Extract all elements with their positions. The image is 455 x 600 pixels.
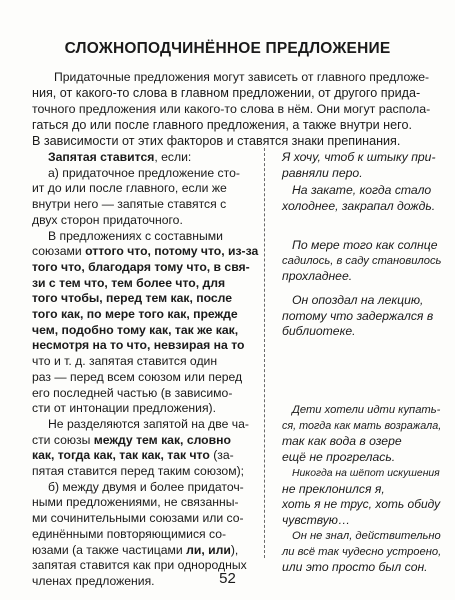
conjunction-list: оттого что, потому что, из-за: [81, 244, 259, 259]
conjunction-list: между тем как, словно: [93, 432, 231, 447]
rule-p2-line: [32, 244, 260, 260]
example-line: Никогда на шёпот искушения: [292, 468, 440, 479]
example-6: [282, 466, 442, 529]
example-line: или это просто был сон.: [282, 560, 428, 575]
rule-b-line: запятая ставится как при однородных: [32, 558, 247, 573]
example-line: чувствую…: [282, 513, 351, 528]
example-line: хоть я не трус, хоть обиду: [282, 497, 441, 512]
rule-p2-word: союзами: [32, 244, 82, 259]
example-line: прохладнее.: [282, 269, 353, 284]
conjunction-list: зи с тем что, тем более что, для: [32, 275, 226, 290]
rule-b-line: б) между двумя и более придаточ-: [48, 479, 244, 494]
rule-heading-rest: , если:: [154, 150, 192, 164]
conjunction-list: того что, благодаря тому что, в свя-: [32, 259, 250, 274]
example-line: Он опоздал на лекцию,: [292, 293, 424, 307]
rule-p3-line: Не разделяются запятой на две ча-: [48, 416, 249, 431]
rule-b-line: единёнными повторяющимися со-: [32, 526, 227, 541]
example-5: [282, 403, 442, 466]
conjunction-list: того чтобы, перед тем как, после: [32, 291, 233, 306]
rule-a-line: ит до или после главного, если же: [32, 181, 227, 196]
rule-p3-line: [32, 448, 260, 464]
example-3: [282, 238, 442, 285]
conjunction-list: того как, по мере того как, прежде: [32, 307, 238, 322]
example-line: Он не знал, действительно: [292, 530, 441, 542]
rule-a-line: внутри него — запятые ставятся с: [32, 197, 227, 212]
example-line: На закате, когда стало: [292, 183, 432, 197]
example-line: садилось, в саду становилось: [282, 254, 442, 267]
example-2: [282, 183, 442, 214]
rule-b-line: членах предложения.: [32, 573, 155, 588]
rule-p2-line: что и т. д. запятая ставится один: [32, 354, 218, 369]
intro-line: Придаточные предложения могут зависеть от главного предложе-: [54, 70, 430, 84]
rule-b-text: юзами (а также частицами: [32, 542, 187, 557]
example-line: По мере того как солнце: [292, 238, 438, 252]
rule-p2-line: сти от интонации предложения).: [32, 401, 217, 416]
conjunction-list: несмотря на то что, невзирая на то: [32, 338, 245, 353]
rule-b-line: ными предложениями, не связанны-: [32, 495, 239, 510]
column-divider: [264, 148, 265, 558]
intro-line: гаться до или после главного предложения, а также внутри него.: [32, 118, 412, 132]
example-line: холоднее, закрапал дождь.: [282, 198, 436, 213]
rule-heading: [32, 150, 260, 166]
rule-p3-line: [32, 433, 260, 449]
rule-p3-text: сти союзы: [32, 432, 94, 447]
conjunction-list: как, тогда как, так как, так что: [32, 448, 210, 463]
rule-p3-line: пятая ставится перед таким союзом);: [32, 464, 245, 479]
example-1: [282, 150, 442, 181]
example-4: [282, 293, 442, 340]
intro-line: В зависимости от этих факторов и ставятся знаки препинания.: [32, 134, 401, 148]
particle-list: ли, или: [186, 542, 231, 557]
rule-p2-line: раз — перед всем союзом или перед: [32, 369, 243, 384]
example-line: ли всё так чудесно устроено,: [282, 545, 442, 558]
intro-paragraph: [32, 69, 432, 149]
example-line: ся, тогда как мать возражала,: [282, 419, 442, 432]
example-line: равняли перо.: [282, 165, 363, 180]
conjunction-list: чем, подобно тому как, так же как,: [32, 322, 239, 337]
rule-b-line: [32, 543, 260, 559]
rule-heading-bold: Запятая ставится: [48, 150, 155, 164]
rule-a-line: двух сторон придаточного.: [32, 212, 183, 227]
example-line: Дети хотели идти купать-: [292, 404, 441, 416]
intro-line: точного предложения или какого-то слова в нём. Они могут распола-: [32, 102, 431, 116]
rule-b-line: ми сочинительными союзами или со-: [32, 511, 244, 526]
example-line: Я хочу, чтоб к штыку при-: [282, 150, 436, 164]
rules-column: [32, 150, 260, 590]
rule-a-line: а) придаточное предложение сто-: [48, 165, 240, 180]
rule-b-text: ),: [230, 542, 239, 557]
rule-p2-line: В предложениях с составными: [48, 228, 223, 243]
rule-p2-line: его последней частью (в зависимо-: [32, 385, 233, 400]
example-line: библиотеке.: [282, 324, 356, 339]
page-number: 52: [219, 570, 236, 587]
rule-p3-text: (за-: [209, 448, 234, 463]
example-line: ещё не прогрелась.: [282, 450, 396, 465]
example-line: не преклонился я,: [282, 481, 385, 496]
example-line: так как вода в озере: [282, 434, 402, 449]
intro-line: ния, от какого-то слова в главном предложении, от другого прида-: [32, 86, 421, 100]
example-line: потому что задержался в: [282, 308, 434, 323]
page-title: СЛОЖНОПОДЧИНЁННОЕ ПРЕДЛОЖЕНИЕ: [64, 40, 391, 57]
